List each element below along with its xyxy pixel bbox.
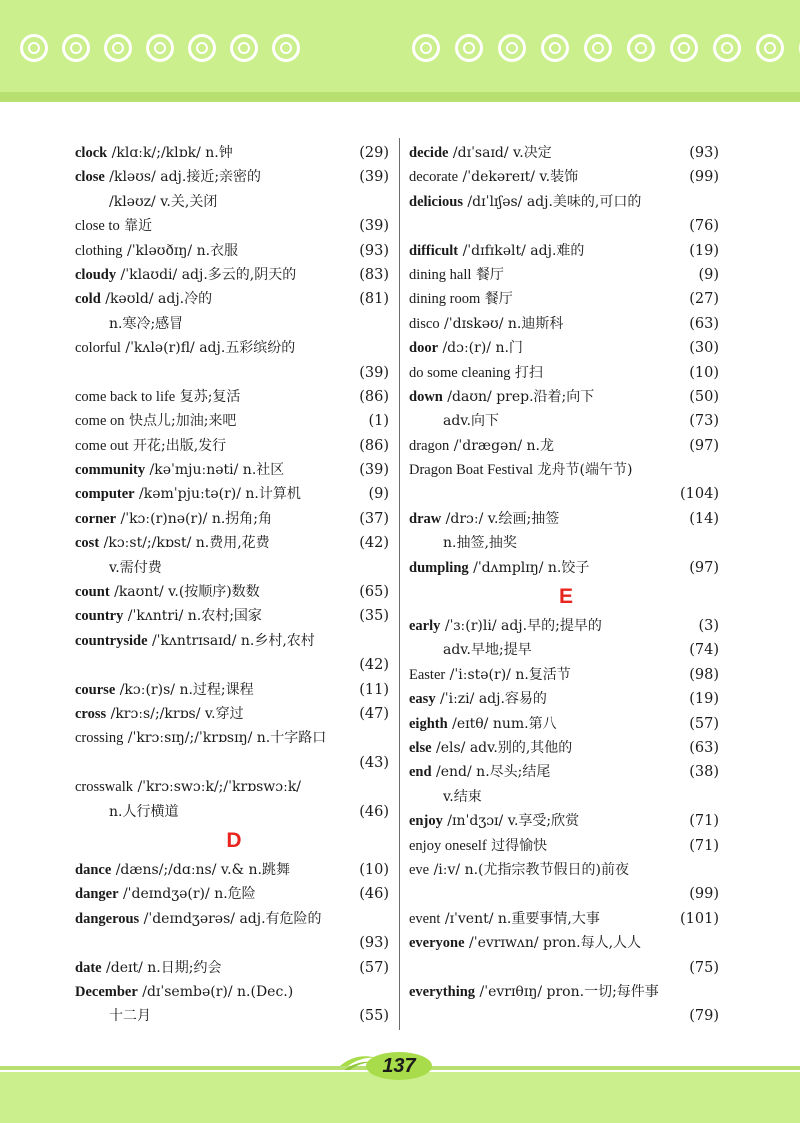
definition: /dɔː(r)/ n.门 <box>438 340 523 357</box>
glossary-entry <box>75 702 393 726</box>
headword: corner <box>75 510 117 527</box>
definition: /kəˈmjuːnəti/ n.社区 <box>145 462 285 479</box>
glossary-entry <box>409 263 723 287</box>
unit-number: (93) <box>359 935 389 952</box>
unit-number: (19) <box>689 242 719 259</box>
headword: countryside <box>75 632 148 649</box>
definition: /ˈdʌmplɪŋ/ n.饺子 <box>468 559 590 576</box>
headword: crosswalk <box>75 779 133 796</box>
glossary-entry <box>75 751 393 775</box>
headword: cost <box>75 535 100 552</box>
headword: crossing <box>75 730 124 747</box>
definition: /ˈkʌntrɪsaɪd/ n.乡村,农村 <box>147 632 315 649</box>
unit-number: (29) <box>359 145 389 161</box>
headword: clothing <box>75 242 123 259</box>
definition: /ˈiːzi/ adj.容易的 <box>435 691 547 708</box>
definition: n.寒冷;感冒 <box>109 315 184 332</box>
unit-number: (19) <box>689 691 719 708</box>
unit-number: (14) <box>689 510 719 527</box>
headword: early <box>409 618 441 635</box>
glossary-entry <box>75 165 393 189</box>
headword: clock <box>75 145 108 161</box>
top-banner-shade <box>0 92 800 102</box>
letter-heading: E <box>558 585 573 609</box>
glossary-entry <box>409 239 723 263</box>
headword: close <box>75 169 105 186</box>
headword: end <box>409 764 432 781</box>
definition: /kləʊs/ adj.接近;亲密的 <box>104 169 262 186</box>
glossary-entry <box>75 409 393 433</box>
glossary-entry <box>409 336 723 360</box>
ring-icon <box>584 34 612 62</box>
headword: everyone <box>409 935 465 952</box>
headword: cloudy <box>75 266 117 283</box>
unit-number: (104) <box>680 486 719 503</box>
headword: danger <box>75 886 119 903</box>
headword: computer <box>75 486 135 503</box>
headword: come out <box>75 437 129 454</box>
glossary-entry <box>75 882 393 906</box>
definition: n.抽签,抽奖 <box>443 535 517 552</box>
headword: decide <box>409 145 449 161</box>
ring-icon <box>455 34 483 62</box>
unit-number: (81) <box>359 291 389 308</box>
definition: /kləʊz/ v.关,关闭 <box>109 193 218 210</box>
glossary-entry <box>409 907 723 931</box>
glossary-entry <box>75 287 393 311</box>
unit-number: (35) <box>359 608 389 625</box>
unit-number: (11) <box>359 681 389 698</box>
unit-number: (43) <box>359 754 389 771</box>
ring-icon <box>627 34 655 62</box>
glossary-entry <box>75 800 393 824</box>
unit-number: (42) <box>359 657 389 674</box>
headword: come on <box>75 413 125 430</box>
glossary-entry <box>75 653 393 677</box>
glossary-entry <box>75 907 393 931</box>
ring-icon <box>104 34 132 62</box>
glossary-entry <box>75 507 393 531</box>
headword: course <box>75 681 116 698</box>
definition: /ˈkʌlə(r)fl/ adj.五彩缤纷的 <box>120 340 296 357</box>
definition: /els/ adv.别的,其他的 <box>431 739 573 756</box>
headword: everything <box>409 983 476 1000</box>
ring-icon <box>713 34 741 62</box>
definition: /ˈdɪfɪkəlt/ adj.难的 <box>458 242 585 259</box>
definition: /eɪtθ/ num.第八 <box>447 715 557 732</box>
definition: 开花;出版,发行 <box>128 437 227 454</box>
headword: dumpling <box>409 559 469 576</box>
ring-icon <box>498 34 526 62</box>
ring-icon <box>146 34 174 62</box>
unit-number: (39) <box>359 169 389 186</box>
unit-number: (50) <box>689 388 719 405</box>
unit-number: (99) <box>689 886 719 903</box>
definition: /ˈkrɔːswɔːk/;/ˈkrɒswɔːk/ <box>133 779 302 796</box>
headword: disco <box>409 315 440 332</box>
headword: cold <box>75 291 101 308</box>
definition: 龙舟节(端午节) <box>533 462 633 479</box>
unit-number: (9) <box>368 486 389 503</box>
unit-number: (71) <box>689 813 719 830</box>
glossary-entry <box>409 687 723 711</box>
glossary-entry <box>75 1004 393 1028</box>
glossary-entry <box>409 809 723 833</box>
headword: count <box>75 584 110 601</box>
page-number: 137 <box>382 1055 416 1077</box>
unit-number: (97) <box>689 437 719 454</box>
unit-number: (86) <box>359 437 389 454</box>
headword: country <box>75 608 124 625</box>
definition: /kəʊld/ adj.冷的 <box>100 291 213 308</box>
glossary-entry <box>75 263 393 287</box>
unit-number: (86) <box>359 388 389 405</box>
headword: Dragon Boat Festival <box>409 462 534 479</box>
ring-icon <box>20 34 48 62</box>
ring-icon <box>230 34 258 62</box>
unit-number: (47) <box>359 705 389 722</box>
glossary-entry <box>75 956 393 980</box>
headword: door <box>409 340 438 357</box>
definition: /ˈiːstə(r)/ n.复活节 <box>445 666 571 683</box>
unit-number: (73) <box>689 413 719 430</box>
headword: close to <box>75 218 120 235</box>
headword: do some cleaning <box>409 364 511 381</box>
definition: /ˈɜː(r)li/ adj.早的;提早的 <box>440 618 602 635</box>
headword: difficult <box>409 242 459 259</box>
headword: draw <box>409 510 442 527</box>
definition: /dɪˈlɪʃəs/ adj.美味的,可口的 <box>462 193 642 210</box>
definition: 餐厅 <box>480 291 513 308</box>
glossary-entry <box>409 712 723 736</box>
glossary-column-left <box>75 141 393 1029</box>
glossary-entry <box>409 531 723 555</box>
unit-number: (42) <box>359 535 389 552</box>
glossary-entry <box>75 336 393 360</box>
headword: community <box>75 462 146 479</box>
unit-number: (75) <box>689 959 719 976</box>
unit-number: (46) <box>359 886 389 903</box>
headword: date <box>75 959 102 976</box>
definition: /ˈkrɔːsɪŋ/;/ˈkrɒsɪŋ/ n.十字路口 <box>123 730 327 747</box>
unit-number: (39) <box>359 218 389 235</box>
definition: /kəmˈpjuːtə(r)/ n.计算机 <box>134 486 301 503</box>
headword: else <box>409 739 432 756</box>
definition: /dɪˈsaɪd/ v.决定 <box>448 145 552 161</box>
column-divider <box>399 138 400 1030</box>
headword: colorful <box>75 340 121 357</box>
definition: /krɔːs/;/krɒs/ v.穿过 <box>106 705 244 722</box>
headword: dance <box>75 861 112 878</box>
definition: /dɪˈsembə(r)/ n.(Dec.) <box>137 983 294 1000</box>
definition: 复苏;复活 <box>175 388 241 405</box>
glossary-entry <box>75 361 393 385</box>
headword: dangerous <box>75 910 140 927</box>
glossary-entry <box>409 507 723 531</box>
definition: adv.早地;提早 <box>443 642 532 659</box>
glossary-entry <box>409 482 723 506</box>
headword: enjoy <box>409 813 443 830</box>
page-number-badge <box>338 1046 458 1084</box>
glossary-entry <box>75 858 393 882</box>
glossary-entry <box>409 361 723 385</box>
ring-icon <box>188 34 216 62</box>
definition: /drɔː/ v.绘画;抽签 <box>441 510 560 527</box>
unit-number: (65) <box>359 584 389 601</box>
unit-number: (27) <box>689 291 719 308</box>
unit-number: (57) <box>359 959 389 976</box>
glossary-entry <box>409 834 723 858</box>
headword: Easter <box>409 666 446 683</box>
glossary-entry <box>409 385 723 409</box>
definition: n.人行横道 <box>109 803 179 820</box>
unit-number: (93) <box>359 242 389 259</box>
glossary-entry <box>409 760 723 784</box>
unit-number: (37) <box>359 510 389 527</box>
definition: /kaʊnt/ v.(按顺序)数数 <box>109 584 260 601</box>
definition: /ˈevrɪθɪŋ/ pron.一切;每件事 <box>475 983 659 1000</box>
unit-number: (55) <box>359 1008 389 1025</box>
unit-number: (63) <box>689 739 719 756</box>
glossary-entry <box>75 312 393 336</box>
definition: /iːv/ n.(尤指宗教节假日的)前夜 <box>429 861 629 878</box>
definition: /ˈklaʊdi/ adj.多云的,阴天的 <box>116 266 297 283</box>
glossary-entry <box>75 458 393 482</box>
glossary-entry <box>409 1004 723 1028</box>
glossary-entry <box>409 141 723 165</box>
glossary-entry <box>409 931 723 955</box>
definition: /end/ n.尽头;结尾 <box>431 764 551 781</box>
unit-number: (57) <box>689 715 719 732</box>
definition: /ˈkʌntri/ n.农村;国家 <box>123 608 262 625</box>
ring-icon <box>541 34 569 62</box>
glossary-entry <box>75 482 393 506</box>
unit-number: (39) <box>359 364 389 381</box>
glossary-entry <box>409 165 723 189</box>
letter-heading: D <box>226 828 242 852</box>
definition: /kɔː(r)s/ n.过程;课程 <box>115 681 254 698</box>
glossary-entry <box>75 385 393 409</box>
ring-icon <box>756 34 784 62</box>
glossary-entry <box>409 409 723 433</box>
definition: 十二月 <box>109 1008 151 1025</box>
glossary-entry <box>409 312 723 336</box>
headword: cross <box>75 705 107 722</box>
definition: 餐厅 <box>471 266 504 283</box>
definition: v.需付费 <box>109 559 162 576</box>
definition: /ˈkləʊðɪŋ/ n.衣服 <box>122 242 239 259</box>
unit-number: (83) <box>359 266 389 283</box>
glossary-entry <box>75 556 393 580</box>
unit-number: (9) <box>698 266 719 283</box>
unit-number: (10) <box>689 364 719 381</box>
glossary-entry <box>409 736 723 760</box>
headword: eighth <box>409 715 448 732</box>
glossary-entry <box>75 629 393 653</box>
definition: /ˈdeɪndʒə(r)/ n.危险 <box>118 886 256 903</box>
glossary-entry <box>75 980 393 1004</box>
glossary-entry <box>409 638 723 662</box>
unit-number: (30) <box>689 340 719 357</box>
definition: 打扫 <box>510 364 543 381</box>
glossary-entry <box>409 614 723 638</box>
glossary-entry <box>75 434 393 458</box>
unit-number: (97) <box>689 559 719 576</box>
definition: /ɪnˈdʒɔɪ/ v.享受;欣赏 <box>442 813 580 830</box>
glossary-entry <box>75 678 393 702</box>
definition: /daʊn/ prep.沿着;向下 <box>442 388 595 405</box>
unit-number: (98) <box>689 666 719 683</box>
glossary-entry <box>409 858 723 882</box>
glossary-entry <box>409 434 723 458</box>
glossary-entry <box>409 785 723 809</box>
unit-number: (101) <box>680 910 719 927</box>
unit-number: (63) <box>689 315 719 332</box>
headword: dragon <box>409 437 450 454</box>
glossary-entry <box>409 882 723 906</box>
glossary-entry <box>75 531 393 555</box>
definition: /ˈdeɪndʒərəs/ adj.有危险的 <box>139 910 322 927</box>
ring-icon <box>412 34 440 62</box>
definition: v.结束 <box>443 788 482 805</box>
glossary-entry <box>409 556 723 580</box>
glossary-entry <box>409 287 723 311</box>
glossary-entry <box>409 956 723 980</box>
glossary-entry <box>409 458 723 482</box>
unit-number: (3) <box>698 618 719 635</box>
unit-number: (10) <box>359 861 389 878</box>
headword: event <box>409 910 441 927</box>
definition: /ˈdekəreɪt/ v.装饰 <box>458 169 579 186</box>
headword: December <box>75 983 138 1000</box>
glossary-entry <box>409 190 723 214</box>
unit-number: (99) <box>689 169 719 186</box>
unit-number: (74) <box>689 642 719 659</box>
unit-number: (1) <box>368 413 389 430</box>
headword: down <box>409 388 443 405</box>
definition: /ˈdɪskəʊ/ n.迪斯科 <box>439 315 564 332</box>
unit-number: (76) <box>689 218 719 235</box>
definition: /dæns/;/dɑːns/ v.& n.跳舞 <box>111 861 290 878</box>
definition: 靠近 <box>119 218 153 235</box>
definition: /deɪt/ n.日期;约会 <box>101 959 222 976</box>
ring-icon <box>670 34 698 62</box>
glossary-entry <box>75 141 393 165</box>
headword: easy <box>409 691 436 708</box>
definition: /ˈdrægən/ n.龙 <box>449 437 554 454</box>
headword: delicious <box>409 193 463 210</box>
definition: /ˈevrɪwʌn/ pron.每人,人人 <box>464 935 642 952</box>
unit-number: (93) <box>689 145 719 161</box>
unit-number: (39) <box>359 462 389 479</box>
glossary-entry <box>75 214 393 238</box>
glossary-entry <box>75 775 393 799</box>
glossary-entry <box>409 663 723 687</box>
unit-number: (38) <box>689 764 719 781</box>
glossary-entry <box>75 604 393 628</box>
definition: /klɑːk/;/klɒk/ n.钟 <box>107 145 233 161</box>
headword: come back to life <box>75 388 176 405</box>
glossary-entry <box>75 931 393 955</box>
glossary-entry <box>409 980 723 1004</box>
ring-icon <box>62 34 90 62</box>
unit-number: (46) <box>359 803 389 820</box>
headword: enjoy oneself <box>409 837 487 854</box>
unit-number: (71) <box>689 837 719 854</box>
glossary-entry <box>75 580 393 604</box>
headword: eve <box>409 861 430 878</box>
ring-icon <box>272 34 300 62</box>
headword: decorate <box>409 169 459 186</box>
definition: /ˈkɔː(r)nə(r)/ n.拐角;角 <box>116 510 273 527</box>
glossary-entry <box>75 726 393 750</box>
headword: dining room <box>409 291 481 308</box>
definition: 快点儿;加油;来吧 <box>124 413 237 430</box>
glossary-entry <box>75 190 393 214</box>
headword: dining hall <box>409 266 472 283</box>
definition: 过得愉快 <box>486 837 548 854</box>
unit-number: (79) <box>689 1008 719 1025</box>
glossary-column-right <box>409 141 723 1029</box>
definition: adv.向下 <box>443 413 500 430</box>
glossary-entry <box>75 239 393 263</box>
glossary-entry <box>409 214 723 238</box>
definition: /ɪˈvent/ n.重要事情,大事 <box>440 910 600 927</box>
definition: /kɔːst/;/kɒst/ n.费用,花费 <box>99 535 270 552</box>
